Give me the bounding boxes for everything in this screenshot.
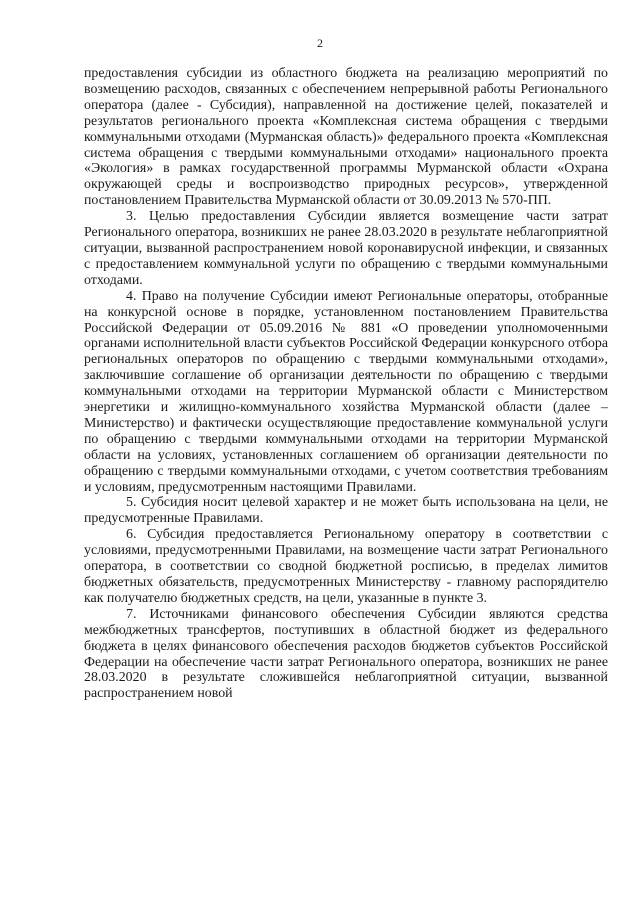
paragraph-item-5: 5. Субсидия носит целевой характер и не может быть использована на цели, не предусмотренные Правилами. [84, 495, 608, 527]
paragraph-item-3: 3. Целью предоставления Субсидии является возмещение части затрат Регионального оператора, возникших не ранее 28.03.2020 в результате неблагоприятной ситуации, вызванной распространением новой коронавирусной инфекции, и связанных с предоставлением коммунальной услуги по обращению с твердыми коммунальными отходами. [84, 209, 608, 288]
paragraph-item-4: 4. Право на получение Субсидии имеют Региональные операторы, отобранные на конкурсной основе в порядке, установленном постановлением Правительства Российской Федерации от 05.09.2016 № 881 «О проведении уполномоченными органами исполнительной власти субъектов Российской Федерации конкурсного отбора региональных операторов по обращению с твердыми коммунальными отходами», заключившие соглашение об организации деятельности по обращению с твердыми коммунальными отходами на территории Мурманской области с Министерством энергетики и жилищно-коммунального хозяйства Мурманской области (далее – Министерство) и фактически осуществляющие предоставление коммунальной услуги по обращению с твердыми коммунальными отходами на территории Мурманской области на условиях, установленных соглашением об организации деятельности по обращению с твердыми коммунальными отходами, с учетом соответствия требованиям и условиям, предусмотренным настоящими Правилами. [84, 288, 608, 495]
paragraph-item-7: 7. Источниками финансового обеспечения Субсидии являются средства межбюджетных трансфертов, поступивших в областной бюджет из федерального бюджета в целях финансового обеспечения расходов бюджетов субъектов Российской Федерации на обеспечение части затрат Регионального оператора, возникших не ранее 28.03.2020 в результате сложившейся неблагоприятной ситуации, вызванной распространением новой [84, 606, 608, 702]
page-number: 2 [317, 36, 323, 50]
document-body [84, 66, 608, 702]
paragraph-item-6: 6. Субсидия предоставляется Региональному оператору в соответствии с условиями, предусмотренными Правилами, на возмещение части затрат Регионального оператора, в соответствии со сводной бюджетной росписью, в пределах лимитов бюджетных обязательств, предусмотренных Министерству - главному распорядителю как получателю бюджетных средств, на цели, указанные в пункте 3. [84, 527, 608, 606]
paragraph-continuation: предоставления субсидии из областного бюджета на реализацию мероприятий по возмещению расходов, связанных с обеспечением непрерывной работы Регионального оператора (далее - Субсидия), направленной на достижение целей, показателей и результатов регионального проекта «Комплексная система обращения с твердыми коммунальными отходами (Мурманская область)» федерального проекта «Комплексная система обращения с твердыми коммунальными отходами» национального проекта «Экология» в рамках государственной программы Мурманской области «Охрана окружающей среды и воспроизводство природных ресурсов», утвержденной постановлением Правительства Мурманской области от 30.09.2013 № 570-ПП. [84, 66, 608, 209]
